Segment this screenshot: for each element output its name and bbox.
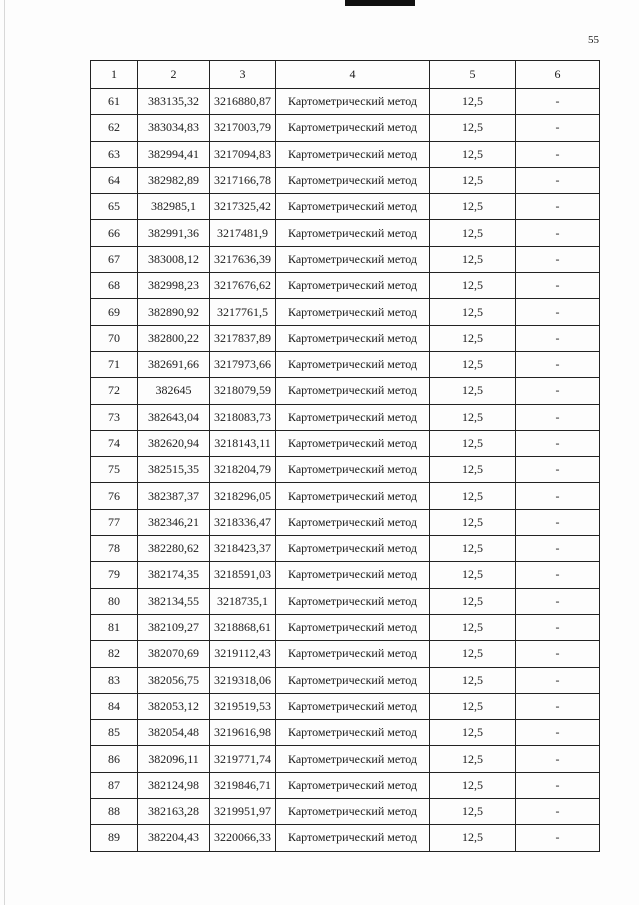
accuracy-cell: 12,5	[430, 220, 516, 246]
note-cell: -	[516, 141, 600, 167]
accuracy-cell: 12,5	[430, 720, 516, 746]
table-row	[91, 378, 600, 404]
table-row	[91, 167, 600, 193]
table-row	[91, 614, 600, 640]
x-coordinate-cell: 382096,11	[138, 746, 210, 772]
y-coordinate-cell: 3218204,79	[210, 457, 276, 483]
method-cell: Картометрический метод	[276, 772, 430, 798]
table-row	[91, 720, 600, 746]
table-row	[91, 825, 600, 851]
method-cell: Картометрический метод	[276, 194, 430, 220]
y-coordinate-cell: 3218591,03	[210, 562, 276, 588]
note-cell: -	[516, 457, 600, 483]
table-row	[91, 746, 600, 772]
accuracy-cell: 12,5	[430, 273, 516, 299]
table-row	[91, 404, 600, 430]
y-coordinate-cell: 3219771,74	[210, 746, 276, 772]
note-cell: -	[516, 588, 600, 614]
x-coordinate-cell: 382054,48	[138, 720, 210, 746]
column-header-6: 6	[516, 61, 600, 89]
method-cell: Картометрический метод	[276, 746, 430, 772]
y-coordinate-cell: 3218868,61	[210, 614, 276, 640]
accuracy-cell: 12,5	[430, 746, 516, 772]
method-cell: Картометрический метод	[276, 378, 430, 404]
accuracy-cell: 12,5	[430, 799, 516, 825]
accuracy-cell: 12,5	[430, 325, 516, 351]
point-number-cell: 69	[91, 299, 138, 325]
accuracy-cell: 12,5	[430, 667, 516, 693]
note-cell: -	[516, 404, 600, 430]
y-coordinate-cell: 3219519,53	[210, 693, 276, 719]
accuracy-cell: 12,5	[430, 509, 516, 535]
point-number-cell: 64	[91, 167, 138, 193]
accuracy-cell: 12,5	[430, 562, 516, 588]
table-row	[91, 220, 600, 246]
scan-artifact-mark	[345, 0, 415, 6]
table-row	[91, 351, 600, 377]
table-row	[91, 430, 600, 456]
column-header-3: 3	[210, 61, 276, 89]
point-number-cell: 73	[91, 404, 138, 430]
x-coordinate-cell: 382070,69	[138, 641, 210, 667]
y-coordinate-cell: 3217325,42	[210, 194, 276, 220]
point-number-cell: 87	[91, 772, 138, 798]
point-number-cell: 68	[91, 273, 138, 299]
point-number-cell: 75	[91, 457, 138, 483]
table-row	[91, 562, 600, 588]
table-row	[91, 457, 600, 483]
table-row	[91, 325, 600, 351]
note-cell: -	[516, 194, 600, 220]
method-cell: Картометрический метод	[276, 588, 430, 614]
y-coordinate-cell: 3219112,43	[210, 641, 276, 667]
accuracy-cell: 12,5	[430, 430, 516, 456]
x-coordinate-cell: 382280,62	[138, 536, 210, 562]
x-coordinate-cell: 382174,35	[138, 562, 210, 588]
point-number-cell: 88	[91, 799, 138, 825]
note-cell: -	[516, 430, 600, 456]
y-coordinate-cell: 3217676,62	[210, 273, 276, 299]
page-number: 55	[588, 34, 599, 46]
method-cell: Картометрический метод	[276, 641, 430, 667]
x-coordinate-cell: 382985,1	[138, 194, 210, 220]
table-row	[91, 115, 600, 141]
point-number-cell: 86	[91, 746, 138, 772]
table-row	[91, 772, 600, 798]
note-cell: -	[516, 167, 600, 193]
method-cell: Картометрический метод	[276, 141, 430, 167]
x-coordinate-cell: 382109,27	[138, 614, 210, 640]
note-cell: -	[516, 562, 600, 588]
table-row	[91, 588, 600, 614]
point-number-cell: 79	[91, 562, 138, 588]
point-number-cell: 66	[91, 220, 138, 246]
table-body	[91, 89, 600, 852]
note-cell: -	[516, 772, 600, 798]
note-cell: -	[516, 325, 600, 351]
method-cell: Картометрический метод	[276, 115, 430, 141]
x-coordinate-cell: 382982,89	[138, 167, 210, 193]
accuracy-cell: 12,5	[430, 194, 516, 220]
point-number-cell: 81	[91, 614, 138, 640]
accuracy-cell: 12,5	[430, 641, 516, 667]
y-coordinate-cell: 3217003,79	[210, 115, 276, 141]
point-number-cell: 84	[91, 693, 138, 719]
x-coordinate-cell: 382515,35	[138, 457, 210, 483]
accuracy-cell: 12,5	[430, 588, 516, 614]
accuracy-cell: 12,5	[430, 167, 516, 193]
x-coordinate-cell: 382998,23	[138, 273, 210, 299]
point-number-cell: 89	[91, 825, 138, 851]
note-cell: -	[516, 89, 600, 115]
x-coordinate-cell: 382643,04	[138, 404, 210, 430]
method-cell: Картометрический метод	[276, 246, 430, 272]
table-row	[91, 483, 600, 509]
method-cell: Картометрический метод	[276, 509, 430, 535]
accuracy-cell: 12,5	[430, 404, 516, 430]
x-coordinate-cell: 382053,12	[138, 693, 210, 719]
accuracy-cell: 12,5	[430, 483, 516, 509]
y-coordinate-cell: 3217837,89	[210, 325, 276, 351]
method-cell: Картометрический метод	[276, 457, 430, 483]
point-number-cell: 74	[91, 430, 138, 456]
method-cell: Картометрический метод	[276, 299, 430, 325]
x-coordinate-cell: 383008,12	[138, 246, 210, 272]
note-cell: -	[516, 641, 600, 667]
x-coordinate-cell: 382991,36	[138, 220, 210, 246]
note-cell: -	[516, 536, 600, 562]
accuracy-cell: 12,5	[430, 246, 516, 272]
point-number-cell: 83	[91, 667, 138, 693]
method-cell: Картометрический метод	[276, 167, 430, 193]
y-coordinate-cell: 3218336,47	[210, 509, 276, 535]
y-coordinate-cell: 3218423,37	[210, 536, 276, 562]
table-row	[91, 667, 600, 693]
method-cell: Картометрический метод	[276, 220, 430, 246]
accuracy-cell: 12,5	[430, 457, 516, 483]
x-coordinate-cell: 382800,22	[138, 325, 210, 351]
column-header-4: 4	[276, 61, 430, 89]
point-number-cell: 63	[91, 141, 138, 167]
table-row	[91, 641, 600, 667]
accuracy-cell: 12,5	[430, 536, 516, 562]
point-number-cell: 85	[91, 720, 138, 746]
y-coordinate-cell: 3219951,97	[210, 799, 276, 825]
method-cell: Картометрический метод	[276, 536, 430, 562]
point-number-cell: 62	[91, 115, 138, 141]
table-row	[91, 246, 600, 272]
note-cell: -	[516, 483, 600, 509]
column-header-1: 1	[91, 61, 138, 89]
method-cell: Картометрический метод	[276, 404, 430, 430]
y-coordinate-cell: 3216880,87	[210, 89, 276, 115]
method-cell: Картометрический метод	[276, 720, 430, 746]
x-coordinate-cell: 382691,66	[138, 351, 210, 377]
point-number-cell: 77	[91, 509, 138, 535]
accuracy-cell: 12,5	[430, 115, 516, 141]
method-cell: Картометрический метод	[276, 273, 430, 299]
note-cell: -	[516, 509, 600, 535]
y-coordinate-cell: 3218296,05	[210, 483, 276, 509]
x-coordinate-cell: 383135,32	[138, 89, 210, 115]
y-coordinate-cell: 3218735,1	[210, 588, 276, 614]
note-cell: -	[516, 299, 600, 325]
point-number-cell: 70	[91, 325, 138, 351]
point-number-cell: 72	[91, 378, 138, 404]
y-coordinate-cell: 3218083,73	[210, 404, 276, 430]
x-coordinate-cell: 382163,28	[138, 799, 210, 825]
table-row	[91, 536, 600, 562]
table-row	[91, 194, 600, 220]
table-row	[91, 799, 600, 825]
accuracy-cell: 12,5	[430, 378, 516, 404]
table-row	[91, 299, 600, 325]
table-row	[91, 509, 600, 535]
table-row	[91, 273, 600, 299]
y-coordinate-cell: 3220066,33	[210, 825, 276, 851]
x-coordinate-cell: 382890,92	[138, 299, 210, 325]
method-cell: Картометрический метод	[276, 483, 430, 509]
table-row	[91, 89, 600, 115]
point-number-cell: 67	[91, 246, 138, 272]
table-row	[91, 141, 600, 167]
y-coordinate-cell: 3217761,5	[210, 299, 276, 325]
accuracy-cell: 12,5	[430, 141, 516, 167]
y-coordinate-cell: 3219318,06	[210, 667, 276, 693]
accuracy-cell: 12,5	[430, 351, 516, 377]
note-cell: -	[516, 614, 600, 640]
note-cell: -	[516, 799, 600, 825]
y-coordinate-cell: 3219616,98	[210, 720, 276, 746]
note-cell: -	[516, 220, 600, 246]
column-header-2: 2	[138, 61, 210, 89]
accuracy-cell: 12,5	[430, 825, 516, 851]
note-cell: -	[516, 746, 600, 772]
column-header-5: 5	[430, 61, 516, 89]
note-cell: -	[516, 246, 600, 272]
accuracy-cell: 12,5	[430, 772, 516, 798]
method-cell: Картометрический метод	[276, 351, 430, 377]
y-coordinate-cell: 3217636,39	[210, 246, 276, 272]
point-number-cell: 61	[91, 89, 138, 115]
point-number-cell: 78	[91, 536, 138, 562]
note-cell: -	[516, 825, 600, 851]
note-cell: -	[516, 693, 600, 719]
x-coordinate-cell: 383034,83	[138, 115, 210, 141]
accuracy-cell: 12,5	[430, 299, 516, 325]
note-cell: -	[516, 378, 600, 404]
y-coordinate-cell: 3219846,71	[210, 772, 276, 798]
x-coordinate-cell: 382134,55	[138, 588, 210, 614]
method-cell: Картометрический метод	[276, 667, 430, 693]
table-row	[91, 693, 600, 719]
method-cell: Картометрический метод	[276, 799, 430, 825]
point-number-cell: 76	[91, 483, 138, 509]
method-cell: Картометрический метод	[276, 693, 430, 719]
y-coordinate-cell: 3217094,83	[210, 141, 276, 167]
x-coordinate-cell: 382620,94	[138, 430, 210, 456]
method-cell: Картометрический метод	[276, 325, 430, 351]
y-coordinate-cell: 3217481,9	[210, 220, 276, 246]
table-header-row	[91, 61, 600, 89]
method-cell: Картометрический метод	[276, 825, 430, 851]
scan-edge-line	[4, 0, 5, 905]
method-cell: Картометрический метод	[276, 89, 430, 115]
method-cell: Картометрический метод	[276, 430, 430, 456]
point-number-cell: 71	[91, 351, 138, 377]
note-cell: -	[516, 115, 600, 141]
note-cell: -	[516, 667, 600, 693]
note-cell: -	[516, 720, 600, 746]
accuracy-cell: 12,5	[430, 614, 516, 640]
x-coordinate-cell: 382204,43	[138, 825, 210, 851]
coordinates-table	[90, 60, 600, 852]
point-number-cell: 65	[91, 194, 138, 220]
method-cell: Картометрический метод	[276, 562, 430, 588]
y-coordinate-cell: 3217166,78	[210, 167, 276, 193]
point-number-cell: 80	[91, 588, 138, 614]
method-cell: Картометрический метод	[276, 614, 430, 640]
accuracy-cell: 12,5	[430, 89, 516, 115]
x-coordinate-cell: 382994,41	[138, 141, 210, 167]
note-cell: -	[516, 351, 600, 377]
note-cell: -	[516, 273, 600, 299]
x-coordinate-cell: 382346,21	[138, 509, 210, 535]
y-coordinate-cell: 3218079,59	[210, 378, 276, 404]
point-number-cell: 82	[91, 641, 138, 667]
x-coordinate-cell: 382387,37	[138, 483, 210, 509]
y-coordinate-cell: 3217973,66	[210, 351, 276, 377]
accuracy-cell: 12,5	[430, 693, 516, 719]
x-coordinate-cell: 382124,98	[138, 772, 210, 798]
y-coordinate-cell: 3218143,11	[210, 430, 276, 456]
x-coordinate-cell: 382056,75	[138, 667, 210, 693]
x-coordinate-cell: 382645	[138, 378, 210, 404]
